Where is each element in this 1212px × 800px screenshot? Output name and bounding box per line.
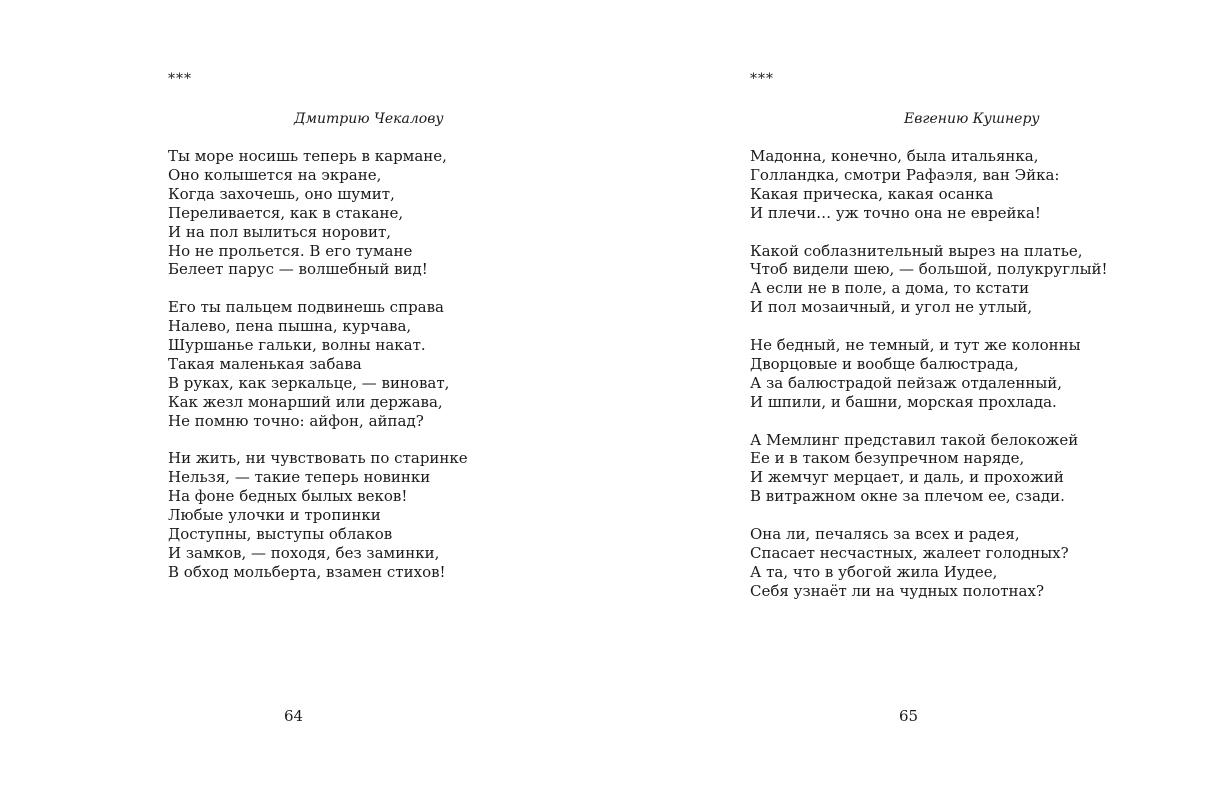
poem-line: Дворцовые и вообще балюстрада, <box>750 354 1019 373</box>
poem-line: Но не прольется. В его тумане <box>168 241 413 260</box>
poem-line: Чтоб видели шею, — большой, полукруглый! <box>750 260 1108 279</box>
poem-line: И жемчуг мерцает, и даль, и прохожий <box>750 468 1064 487</box>
poem-line: И на пол вылиться норовит, <box>168 222 392 241</box>
stanza <box>750 242 1108 318</box>
stanza <box>750 147 1108 223</box>
poem-line: А за балюстрадой пейзаж отдаленный, <box>750 373 1063 392</box>
poem-line: На фоне бедных былых веков! <box>168 487 408 506</box>
stanza <box>750 336 1108 412</box>
poem <box>168 147 468 582</box>
poem-line: И пол мозаичный, и угол не утлый, <box>750 298 1033 317</box>
poem-line: Не бедный, не темный, и тут же колонны <box>750 336 1081 355</box>
dedication: Евгению Кушнеру <box>904 111 1040 127</box>
page-number: 65 <box>899 707 919 725</box>
poem-line: Когда захочешь, оно шумит, <box>168 184 395 203</box>
stanza <box>168 147 468 279</box>
poem-line: Оно колышется на экране, <box>168 165 382 184</box>
poem-line: Мадонна, конечно, была итальянка, <box>750 147 1039 165</box>
poem-line: И плечи… уж точно она не еврейка! <box>750 203 1041 222</box>
stanza <box>168 449 468 581</box>
poem-line: Не помню точно: айфон, айпад? <box>168 411 424 430</box>
poem-line: А если не в поле, а дома, то кстати <box>750 279 1030 298</box>
poem-line: Голландка, смотри Рафаэля, ван Эйка: <box>750 165 1060 184</box>
poem-line: Шуршанье гальки, волны накат. <box>168 336 426 355</box>
poem-line: Ее и в таком безупречном наряде, <box>750 449 1025 468</box>
poem-line: Ты море носишь теперь в кармане, <box>168 147 447 165</box>
poem-line: А Мемлинг представил такой белокожей <box>750 430 1079 449</box>
dedication: Дмитрию Чекалову <box>294 111 444 127</box>
poem-line: В руках, как зеркальце, — виноват, <box>168 373 450 392</box>
poem-line: Себя узнаёт ли на чудных полотнах? <box>750 581 1044 600</box>
section-separator: *** <box>750 71 774 87</box>
stanza <box>168 298 468 430</box>
poem-line: Доступны, выступы облаков <box>168 525 393 544</box>
stanza <box>750 525 1108 601</box>
poem <box>750 147 1108 601</box>
poem-line: Его ты пальцем подвинешь справа <box>168 298 444 317</box>
poem-line: Такая маленькая забава <box>168 354 362 373</box>
poem-line: Ни жить, ни чувствовать по старинке <box>168 449 468 468</box>
poem-line: И шпили, и башни, морская прохлада. <box>750 392 1057 411</box>
poem-line: В витражном окне за плечом ее, сзади. <box>750 487 1065 506</box>
poem-line: Как жезл монарший или держава, <box>168 392 443 411</box>
poem-line: И замков, — походя, без заминки, <box>168 544 440 562</box>
poem-line: Переливается, как в стакане, <box>168 203 404 222</box>
poem-line: Любые улочки и тропинки <box>168 506 381 525</box>
poem-line: Какой соблазнительный вырез на платье, <box>750 241 1083 260</box>
poem-line: Спасает несчастных, жалеет голодных? <box>750 543 1069 562</box>
poem-line: Нельзя, — такие теперь новинки <box>168 468 431 487</box>
poem-line: Какая прическа, какая осанка <box>750 184 994 203</box>
page-number: 64 <box>284 707 304 725</box>
poem-line: В обход мольберта, взамен стихов! <box>168 562 446 581</box>
poem-line: Белеет парус — волшебный вид! <box>168 260 428 279</box>
right-page <box>606 0 1212 800</box>
stanza <box>750 431 1108 507</box>
poem-line: Она ли, печалясь за всех и радея, <box>750 525 1020 544</box>
section-separator: *** <box>168 71 192 87</box>
poem-line: Налево, пена пышна, курчава, <box>168 317 412 336</box>
poem-line: А та, что в убогой жила Иудее, <box>750 562 998 581</box>
